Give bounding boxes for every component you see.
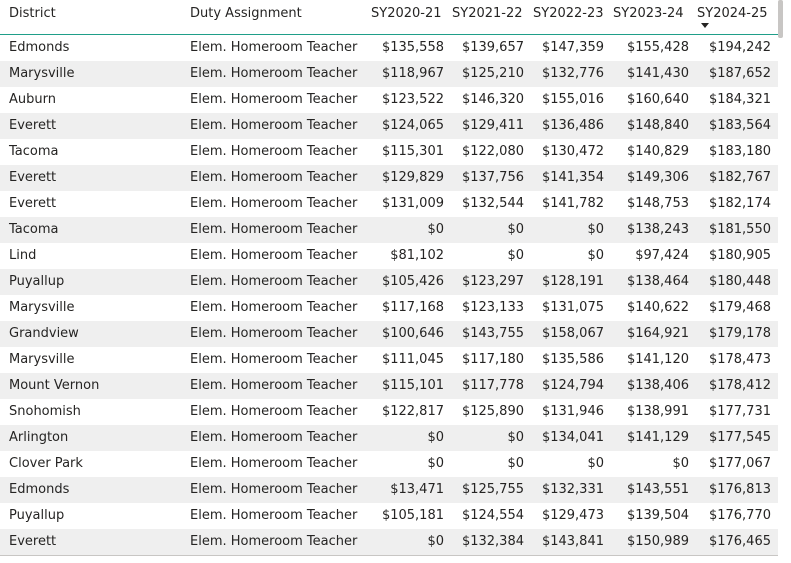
sy2024-25-cell: $176,813 (708, 482, 771, 497)
sy2022-23-cell: $132,776 (541, 66, 604, 81)
sy2023-24-cell: $164,921 (626, 326, 689, 341)
duty-assignment-cell: Elem. Homeroom Teacher (190, 92, 358, 107)
duty-assignment-cell: Elem. Homeroom Teacher (190, 534, 358, 549)
table-row[interactable] (0, 347, 778, 373)
sy2021-22-cell: $123,133 (461, 300, 524, 315)
sy2022-23-cell: $143,841 (541, 534, 604, 549)
duty-assignment-cell: Elem. Homeroom Teacher (190, 326, 358, 341)
sy2020-21-cell: $105,181 (381, 508, 444, 523)
sy2020-21-cell: $0 (427, 456, 444, 471)
sy2022-23-cell: $147,359 (541, 40, 604, 55)
duty-assignment-cell: Elem. Homeroom Teacher (190, 196, 358, 211)
column-header-sy2023-24[interactable]: SY2023-24 (613, 6, 684, 21)
sy2023-24-cell: $138,406 (626, 378, 689, 393)
duty-assignment-cell: Elem. Homeroom Teacher (190, 170, 358, 185)
sy2021-22-cell: $132,384 (461, 534, 524, 549)
table-row[interactable] (0, 61, 778, 87)
sy2021-22-cell: $146,320 (461, 92, 524, 107)
district-cell: Marysville (9, 352, 75, 367)
district-cell: Tacoma (9, 222, 59, 237)
table-row[interactable] (0, 269, 778, 295)
duty-assignment-cell: Elem. Homeroom Teacher (190, 248, 358, 263)
table-row[interactable] (0, 113, 778, 139)
sy2023-24-cell: $140,829 (626, 144, 689, 159)
sy2020-21-cell: $0 (427, 430, 444, 445)
duty-assignment-cell: Elem. Homeroom Teacher (190, 378, 358, 393)
sy2023-24-cell: $138,243 (626, 222, 689, 237)
sy2021-22-cell: $143,755 (461, 326, 524, 341)
district-cell: Everett (9, 118, 57, 133)
sy2021-22-cell: $139,657 (461, 40, 524, 55)
sy2021-22-cell: $117,778 (461, 378, 524, 393)
sy2021-22-cell: $0 (507, 222, 524, 237)
table-row[interactable] (0, 165, 778, 191)
sy2020-21-cell: $124,065 (381, 118, 444, 133)
table-row[interactable] (0, 503, 778, 529)
sy2024-25-cell: $176,770 (708, 508, 771, 523)
table-row[interactable] (0, 139, 778, 165)
district-cell: Everett (9, 196, 57, 211)
sy2024-25-cell: $184,321 (708, 92, 771, 107)
sy2022-23-cell: $155,016 (541, 92, 604, 107)
sy2021-22-cell: $0 (507, 430, 524, 445)
district-cell: Marysville (9, 300, 75, 315)
sy2024-25-cell: $177,731 (708, 404, 771, 419)
district-cell: Lind (9, 248, 37, 263)
sy2022-23-cell: $0 (587, 248, 604, 263)
sy2020-21-cell: $111,045 (381, 352, 444, 367)
sy2024-25-cell: $182,767 (708, 170, 771, 185)
sy2024-25-cell: $177,545 (708, 430, 771, 445)
sy2024-25-cell: $179,468 (708, 300, 771, 315)
district-cell: Puyallup (9, 508, 65, 523)
sy2021-22-cell: $137,756 (461, 170, 524, 185)
sy2024-25-cell: $176,465 (708, 534, 771, 549)
sy2023-24-cell: $97,424 (635, 248, 689, 263)
duty-assignment-cell: Elem. Homeroom Teacher (190, 300, 358, 315)
district-cell: Snohomish (9, 404, 81, 419)
district-cell: Mount Vernon (9, 378, 100, 393)
sy2023-24-cell: $0 (672, 456, 689, 471)
sy2020-21-cell: $122,817 (381, 404, 444, 419)
sy2022-23-cell: $124,794 (541, 378, 604, 393)
sy2023-24-cell: $150,989 (626, 534, 689, 549)
sy2024-25-cell: $183,564 (708, 118, 771, 133)
sy2023-24-cell: $138,464 (626, 274, 689, 289)
sy2020-21-cell: $13,471 (390, 482, 444, 497)
table-row[interactable] (0, 35, 778, 61)
sy2024-25-cell: $181,550 (708, 222, 771, 237)
sy2020-21-cell: $0 (427, 222, 444, 237)
table-row[interactable] (0, 425, 778, 451)
district-cell: Auburn (9, 92, 56, 107)
sy2020-21-cell: $115,301 (381, 144, 444, 159)
table-row[interactable] (0, 529, 778, 555)
sy2020-21-cell: $131,009 (381, 196, 444, 211)
table-row[interactable] (0, 321, 778, 347)
sy2024-25-cell: $178,473 (708, 352, 771, 367)
sy2023-24-cell: $155,428 (626, 40, 689, 55)
sy2020-21-cell: $100,646 (381, 326, 444, 341)
sy2022-23-cell: $132,331 (541, 482, 604, 497)
sy2024-25-cell: $182,174 (708, 196, 771, 211)
duty-assignment-cell: Elem. Homeroom Teacher (190, 404, 358, 419)
table-row[interactable] (0, 477, 778, 503)
district-cell: Clover Park (9, 456, 83, 471)
table-row[interactable] (0, 87, 778, 113)
duty-assignment-cell: Elem. Homeroom Teacher (190, 222, 358, 237)
table-row[interactable] (0, 451, 778, 477)
district-cell: Edmonds (9, 40, 70, 55)
duty-assignment-cell: Elem. Homeroom Teacher (190, 66, 358, 81)
table-row[interactable] (0, 217, 778, 243)
duty-assignment-cell: Elem. Homeroom Teacher (190, 430, 358, 445)
sy2021-22-cell: $123,297 (461, 274, 524, 289)
sy2021-22-cell: $0 (507, 248, 524, 263)
district-cell: Arlington (9, 430, 69, 445)
sy2023-24-cell: $160,640 (626, 92, 689, 107)
sy2022-23-cell: $0 (587, 456, 604, 471)
sy2021-22-cell: $125,890 (461, 404, 524, 419)
sy2021-22-cell: $129,411 (461, 118, 524, 133)
duty-assignment-cell: Elem. Homeroom Teacher (190, 144, 358, 159)
sy2024-25-cell: $194,242 (708, 40, 771, 55)
table-bottom-border (0, 555, 778, 556)
table-row[interactable] (0, 373, 778, 399)
duty-assignment-cell: Elem. Homeroom Teacher (190, 352, 358, 367)
sy2022-23-cell: $141,354 (541, 170, 604, 185)
sy2023-24-cell: $148,753 (626, 196, 689, 211)
sy2022-23-cell: $135,586 (541, 352, 604, 367)
sy2021-22-cell: $125,755 (461, 482, 524, 497)
district-cell: Grandview (9, 326, 79, 341)
sy2021-22-cell: $125,210 (461, 66, 524, 81)
sy2024-25-cell: $180,448 (708, 274, 771, 289)
sy2021-22-cell: $132,544 (461, 196, 524, 211)
sy2023-24-cell: $141,120 (626, 352, 689, 367)
sy2021-22-cell: $122,080 (461, 144, 524, 159)
sy2022-23-cell: $128,191 (541, 274, 604, 289)
sy2021-22-cell: $0 (507, 456, 524, 471)
duty-assignment-cell: Elem. Homeroom Teacher (190, 456, 358, 471)
table-row[interactable] (0, 295, 778, 321)
table-body (0, 35, 778, 555)
column-header-sy2024-25[interactable]: SY2024-25 (697, 6, 768, 21)
district-cell: Tacoma (9, 144, 59, 159)
district-cell: Puyallup (9, 274, 65, 289)
duty-assignment-cell: Elem. Homeroom Teacher (190, 118, 358, 133)
sy2022-23-cell: $131,075 (541, 300, 604, 315)
sy2023-24-cell: $138,991 (626, 404, 689, 419)
sy2024-25-cell: $180,905 (708, 248, 771, 263)
column-header-sy2020-21[interactable]: SY2020-21 (371, 6, 442, 21)
sy2020-21-cell: $118,967 (381, 66, 444, 81)
sort-descending-icon[interactable] (701, 23, 709, 28)
sy2024-25-cell: $187,652 (708, 66, 771, 81)
sy2022-23-cell: $129,473 (541, 508, 604, 523)
table-row[interactable] (0, 243, 778, 269)
column-header-sy2021-22[interactable]: SY2021-22 (452, 6, 523, 21)
sy2022-23-cell: $0 (587, 222, 604, 237)
sy2024-25-cell: $179,178 (708, 326, 771, 341)
duty-assignment-cell: Elem. Homeroom Teacher (190, 274, 358, 289)
sy2020-21-cell: $0 (427, 534, 444, 549)
sy2023-24-cell: $143,551 (626, 482, 689, 497)
column-header-duty-assignment[interactable]: Duty Assignment (190, 6, 302, 21)
sy2022-23-cell: $130,472 (541, 144, 604, 159)
sy2024-25-cell: $177,067 (708, 456, 771, 471)
sy2020-21-cell: $123,522 (381, 92, 444, 107)
sy2022-23-cell: $136,486 (541, 118, 604, 133)
duty-assignment-cell: Elem. Homeroom Teacher (190, 508, 358, 523)
sy2021-22-cell: $117,180 (461, 352, 524, 367)
sy2020-21-cell: $105,426 (381, 274, 444, 289)
table-header (0, 0, 778, 35)
duty-assignment-cell: Elem. Homeroom Teacher (190, 40, 358, 55)
sy2023-24-cell: $149,306 (626, 170, 689, 185)
sy2023-24-cell: $139,504 (626, 508, 689, 523)
sy2024-25-cell: $178,412 (708, 378, 771, 393)
sy2022-23-cell: $134,041 (541, 430, 604, 445)
duty-assignment-cell: Elem. Homeroom Teacher (190, 482, 358, 497)
sy2023-24-cell: $140,622 (626, 300, 689, 315)
district-cell: Everett (9, 534, 57, 549)
sy2024-25-cell: $183,180 (708, 144, 771, 159)
district-cell: Everett (9, 170, 57, 185)
sy2023-24-cell: $148,840 (626, 118, 689, 133)
column-header-sy2022-23[interactable]: SY2022-23 (533, 6, 604, 21)
sy2020-21-cell: $115,101 (381, 378, 444, 393)
sy2023-24-cell: $141,129 (626, 430, 689, 445)
sy2022-23-cell: $141,782 (541, 196, 604, 211)
district-cell: Marysville (9, 66, 75, 81)
district-cell: Edmonds (9, 482, 70, 497)
sy2021-22-cell: $124,554 (461, 508, 524, 523)
sy2020-21-cell: $117,168 (381, 300, 444, 315)
column-header-district[interactable]: District (9, 6, 56, 21)
sy2020-21-cell: $129,829 (381, 170, 444, 185)
sy2022-23-cell: $131,946 (541, 404, 604, 419)
table-row[interactable] (0, 399, 778, 425)
sy2023-24-cell: $141,430 (626, 66, 689, 81)
sy2020-21-cell: $135,558 (381, 40, 444, 55)
sy2020-21-cell: $81,102 (390, 248, 444, 263)
table-row[interactable] (0, 191, 778, 217)
sy2022-23-cell: $158,067 (541, 326, 604, 341)
vertical-scrollbar[interactable] (778, 0, 783, 38)
